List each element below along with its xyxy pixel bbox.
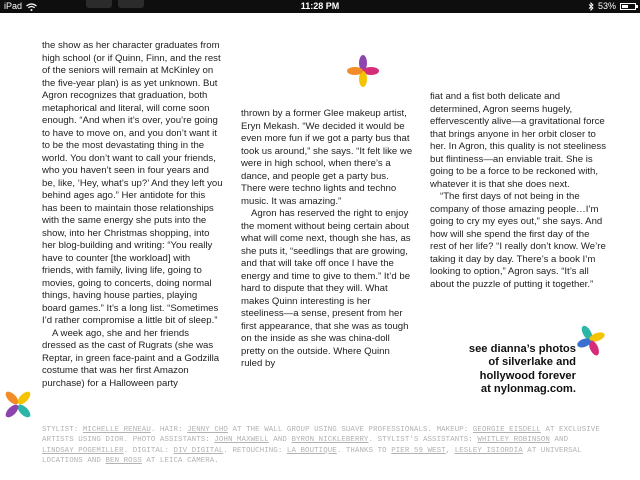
promo-link[interactable]: at nylonmag.com. [480,382,576,395]
credit-text: , [445,446,455,455]
promo-line: hollywood forever [479,369,576,382]
credit-name: GEORGIE EISDELL [472,426,541,434]
credit-text: STYLIST: [42,426,83,434]
credit-text: . RETOUCHING: [223,446,287,455]
credit-text: AND [268,436,292,445]
credit-text: AT EXCLUSIVE ARTISTS USING DIOR. PHOTO ASSISTANTS: [42,426,600,445]
credit-text: AT LEICA CAMERA. [141,457,219,466]
promo-line: of silverlake and [488,356,576,369]
paragraph: A week ago, she and her friends dressed as the cast of Rugrats (she was Reptar, in green face-paint and a Godzilla costume that was her first Amazon purchase) for a Halloween party [42,327,220,389]
article-column-1 [42,40,223,390]
bluetooth-icon [588,2,594,11]
credit-name: PIER 59 WEST [391,446,446,455]
credit-text: . THANKS TO [336,446,392,455]
article-column-3 [430,91,606,291]
paragraph: “The first days of not being in the company of those amazing people…I’m going to cry my eyes out,” she says. And how will she spend the first day of the rest of her life? “I really don’t know. We’re taking it day by day. There’s a book I’m looking to option,” Agron says. “It’s all about the puzzle of putting it together.” [430,191,606,290]
toolbar-button-right[interactable] [118,0,144,8]
credit-name: BYRON NICKLEBERRY [291,436,369,445]
credit-text: . HAIR: [150,426,188,434]
battery-fill [622,5,628,8]
paragraph: fiat and a fist both delicate and determined, Agron seems hugely, effervescently alive—a gravitational force that brings anyone in her orbit closer to her. In Agron, this quality is not steeliness but flintiness—an enviable trait. She is going to be a force to be reckoned with, whatever it is that she does next. [430,91,606,190]
credit-name: JENNY CHO [187,426,228,434]
credit-text: AT THE WALL GROUP USING SUAVE PROFESSIONALS. MAKEUP: [227,426,473,434]
credit-text: AND [549,436,569,445]
promo-text [440,343,576,396]
credit-name: WHITLEY ROBINSON [477,436,550,445]
flower-icon [2,387,34,421]
credit-name: LA BOUTIQUE [286,446,337,455]
article-column-2 [241,108,413,371]
battery-percent: 53% [597,1,616,11]
paragraph: the show as her character graduates from high school (or if Quinn, Finn, and the rest of the seniors will remain at McKinley on the five-year plan) is as yet unknown. But Agron recognizes that graduation, both metaphorical and literal, will come soon enough. “And when it’s over, you’re going to have to move on, and you don’t want it to be the most devastating thing in the world. You don’t want to call your friends, who you haven’t seen in four years and be, like, ‘Hey, what’s up?’ And they left you behind ages ago.” Her antidote for this has been to maintain those relationships with the same energy she puts into the show, into her Christmas shopping, into her blog-building and writing: “You really have to counter [the workload] with friends, with family, living life, going to movies, going to concerts, doing normal things, having house parties, playing board games.” It’s a long list. “Sometimes I’d rather compromise a little bit of sleep.” [42,40,223,326]
clock: 11:28 PM [300,1,340,11]
credit-name: LINDSAY POGEMILLER [42,446,124,455]
paragraph: thrown by a former Glee makeup artist, Eryn Mekash. “We decided it would be even more fun if we got a party bus that took us around,” she says. “It felt like we were in high school, when there’s a dance, and people get a party bus. There were techno lights and techno music. It was amazing.” [241,108,413,207]
credit-name: DIV DIGITAL [173,446,224,455]
battery-icon [620,3,636,10]
flower-icon [576,323,606,357]
device-name: iPad [4,1,23,11]
credit-name: BEN ROSS [105,457,142,466]
credit-name: JOHN MAXWELL [214,436,269,445]
credit-name: MICHELLE RENEAU [82,426,151,434]
credit-name: LESLEY ISIORDIA [454,446,523,455]
paragraph: Agron has reserved the right to enjoy the moment without being certain about what will come next, though she has, as she puts it, “seedlings that are growing, and that will take off once I have the energy and time to give to them.” It’d be hard to dispute that they will. What makes Quinn interesting is her steeliness—a sense, present from her first appearance, that she was as tough on the inside as she was china-doll pretty on the outside. Where Quinn ruled by [241,208,411,369]
photo-credits [42,425,602,467]
toolbar-button-left[interactable] [86,0,112,8]
flower-icon [346,54,380,88]
credit-text: . DIGITAL: [123,446,174,455]
credit-text: . STYLIST’S ASSISTANTS: [368,436,478,445]
credit-text: AT UNIVERSAL LOCATIONS AND [42,446,582,466]
promo-line: see dianna’s photos [468,343,576,355]
